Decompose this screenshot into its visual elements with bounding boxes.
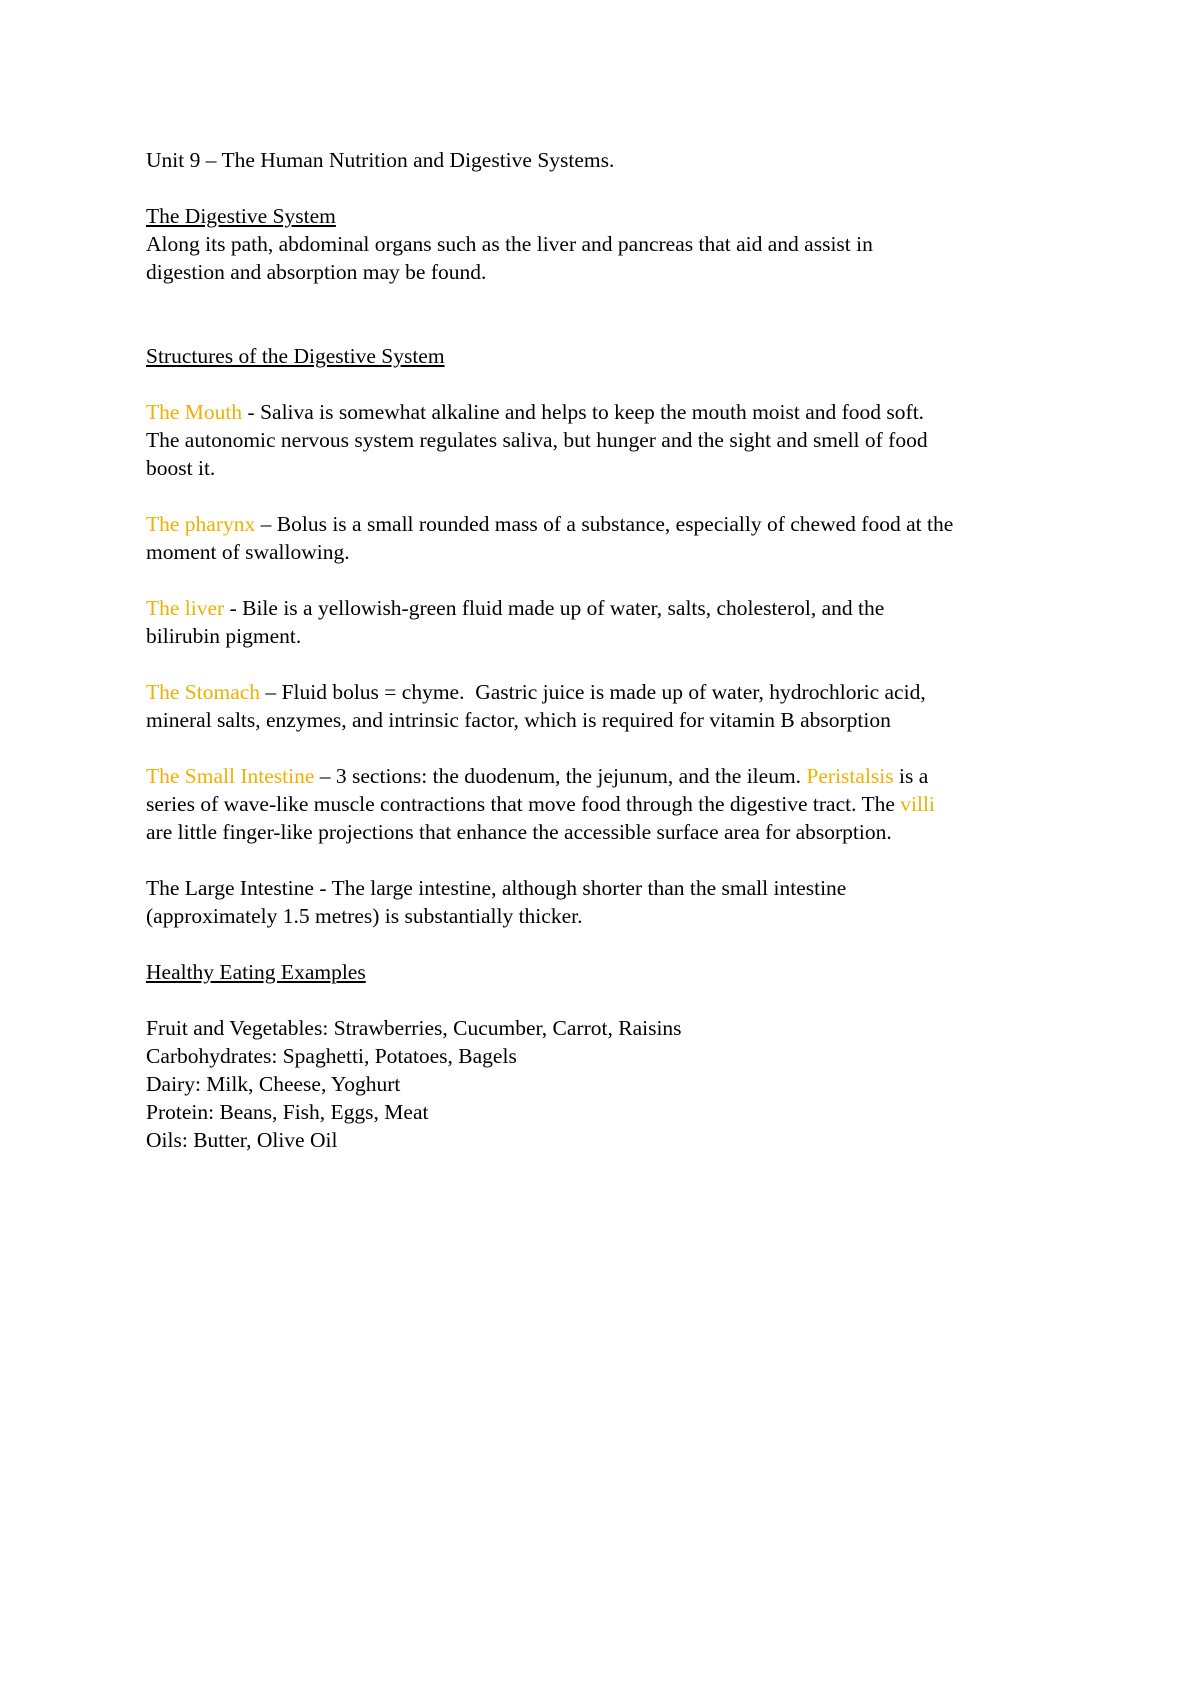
document-title: Unit 9 – The Human Nutrition and Digestive Systems. (146, 148, 615, 172)
mouth-paragraph (146, 398, 1076, 482)
list-item: Oils: Butter, Olive Oil (146, 1128, 338, 1152)
paragraph-line: Along its path, abdominal organs such as the liver and pancreas that aid and assist in (146, 232, 873, 256)
paragraph-text: – Bolus is a small rounded mass of a substance, especially of chewed food at the (255, 512, 954, 536)
section-heading-structures: Structures of the Digestive System (146, 344, 445, 368)
stomach-paragraph (146, 678, 1076, 734)
document-body (146, 146, 1076, 1154)
highlighted-term: The Small Intestine (146, 764, 315, 788)
highlighted-term: The Stomach (146, 680, 261, 704)
list-item: Protein: Beans, Fish, Eggs, Meat (146, 1100, 429, 1124)
section-heading-digestive-system: The Digestive System (146, 204, 336, 228)
highlighted-term: The liver (146, 596, 225, 620)
highlighted-term: The pharynx (146, 512, 256, 536)
list-item: Carbohydrates: Spaghetti, Potatoes, Bagels (146, 1044, 517, 1068)
paragraph-text: is a (893, 764, 929, 788)
section-heading-healthy-eating: Healthy Eating Examples (146, 960, 366, 984)
highlighted-term: villi (900, 792, 935, 816)
paragraph-line: bilirubin pigment. (146, 624, 302, 648)
paragraph-line: The Large Intestine - The large intestine, although shorter than the small intestine (146, 876, 847, 900)
paragraph-line: The autonomic nervous system regulates saliva, but hunger and the sight and smell of food (146, 428, 928, 452)
list-item: Dairy: Milk, Cheese, Yoghurt (146, 1072, 401, 1096)
paragraph-text: – 3 sections: the duodenum, the jejunum, and the ileum. (314, 764, 807, 788)
highlighted-term: Peristalsis (806, 764, 894, 788)
paragraph-line: (approximately 1.5 metres) is substantially thicker. (146, 904, 583, 928)
highlighted-term: The Mouth (146, 400, 243, 424)
paragraph-text: series of wave-like muscle contractions that move food through the digestive tract. The (146, 792, 901, 816)
paragraph-line: mineral salts, enzymes, and intrinsic factor, which is required for vitamin B absorption (146, 708, 891, 732)
paragraph-line: digestion and absorption may be found. (146, 260, 487, 284)
small-intestine-paragraph (146, 762, 1076, 846)
paragraph-text: - Bile is a yellowish-green fluid made up of water, salts, cholesterol, and the (224, 596, 885, 620)
list-item: Fruit and Vegetables: Strawberries, Cucumber, Carrot, Raisins (146, 1016, 682, 1040)
healthy-eating-list (146, 1014, 1076, 1154)
paragraph-text: – Fluid bolus = chyme. Gastric juice is made up of water, hydrochloric acid, (260, 680, 926, 704)
large-intestine-paragraph (146, 874, 1076, 930)
liver-paragraph (146, 594, 1076, 650)
paragraph-line: are little finger-like projections that enhance the accessible surface area for absorption. (146, 820, 892, 844)
paragraph-line: moment of swallowing. (146, 540, 350, 564)
paragraph-line: boost it. (146, 456, 216, 480)
pharynx-paragraph (146, 510, 1076, 566)
paragraph-text: - Saliva is somewhat alkaline and helps to keep the mouth moist and food soft. (242, 400, 925, 424)
